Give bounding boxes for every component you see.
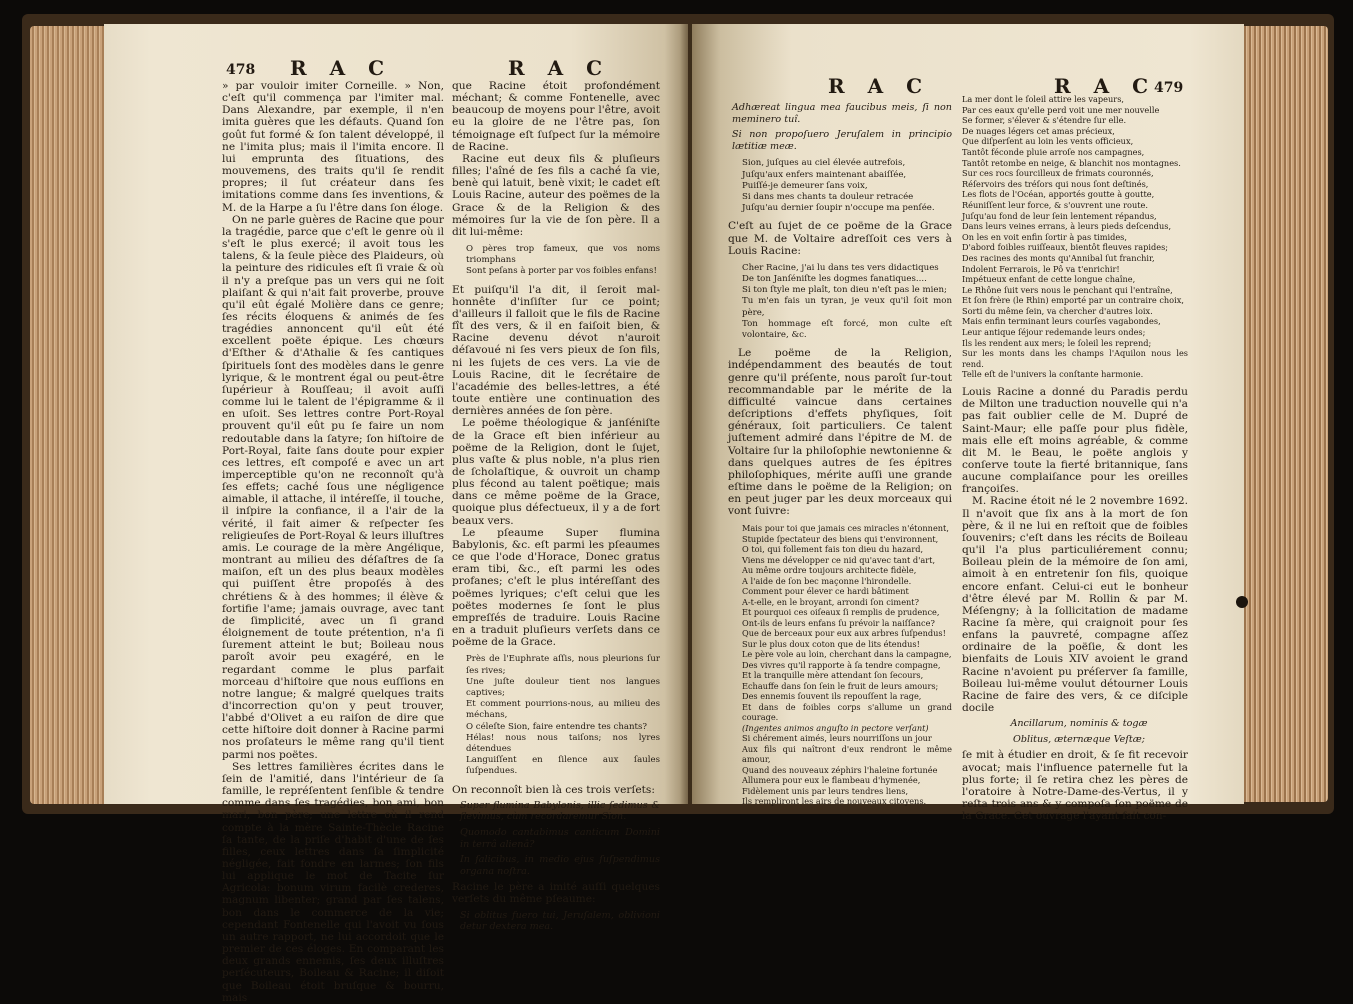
paragraph: Racine le père a imité auſſi quelques verſets du même pſeaume: (452, 881, 660, 906)
verse-line: Et ſon frère (le Rhin) emporté par un contraire choix, (962, 295, 1184, 306)
paragraph: On reconnoît bien là ces trois verſets: (452, 783, 655, 796)
verse-line: Tantôt féconde pluie arroſe nos campagnes, (962, 146, 1145, 157)
right-column-2 (962, 94, 1188, 822)
verse-line: A l'aide de ſon bec maçonne l'hirondelle. (742, 575, 912, 586)
verse-line: De nuages légers cet amas précieux, (962, 125, 1115, 136)
verse-line: Le père vole au loin, cherchant dans la campagne, (742, 649, 952, 660)
verse-line: Sur le plus doux coton que de lits étendus! (742, 638, 920, 649)
verse-line: Des vivres qu'il rapporte à ſa tendre compagne, (742, 659, 941, 670)
running-head-left-col2: R A C (508, 56, 610, 80)
verse-line: Languiſſent en ſilence aux ſaules ſuſpendues. (466, 755, 660, 777)
page-number-right: 479 (1154, 80, 1184, 96)
verse-line: Viens me développer ce nid qu'avec tant d'art, (742, 554, 936, 565)
verse-line: Puiſſé-je demeurer ſans voix, (742, 180, 868, 191)
verse-line: Le Rhône ſuit vers nous le penchant qui l'entraîne, (962, 284, 1173, 295)
paragraph: Le pſeaume Super flumina Babylonis, &c. eſt parmi les pſeaumes ce que l'ode d'Horace, Donec gratus eram tibi, &c., eſt parmi les odes profanes; c'eſt le plus intéreſſant des poëmes lyriques; c'eſt celui que les poëtes modernes ſe ſont le plus empreſſés de traduire. Louis Racine en a traduit pluſieurs verſets dans ce poëme de la Grace. (452, 526, 660, 649)
right-page (692, 24, 1244, 823)
verse-line: Sion, juſques au ciel élevée autrefois, (742, 158, 906, 169)
verse-line: De ton Janſéniſte les dogmes fanatiques.... (742, 274, 927, 285)
verse-line: Réſervoirs des tréſors qui nous ſont deſtinés, (962, 178, 1149, 189)
verse-line: Allumera pour eux le flambeau d'hymenée, (742, 775, 921, 786)
verse-line: Aux fils qui naîtront d'eux rendront le même amour, (742, 743, 952, 765)
paragraph: Le poëme de la Religion, indépendamment des beautés de tout genre qu'il préſente, nous paroît ſur-tout recommandable par le mérite de la difficulté vaincue dans certaines deſcriptions d'effets phyſiques, ſoit généraux, ſoit particuliers. Ce talent juſtement admiré dans l'épitre de M. de Voltaire ſur la philoſophie newtonienne & dans quelques autres de ſes épitres philoſophiques, mérite auſſi une grande eſtime dans le poëme de la Religion; on en peut juger par les deux morceaux qui vont ſuivre: (728, 347, 952, 518)
verse-line: Juſqu'aux enfers maintenant abaiſſée, (742, 169, 907, 180)
verse-line: Au même ordre toujours architecte fidèle, (742, 565, 917, 576)
verse-line: Les flots de l'Océan, apportés goutte à goutte, (962, 189, 1155, 200)
verse-line: Tantôt retombe en neige, & blanchit nos montagnes. (962, 157, 1181, 168)
paragraph: que Racine étoit profondément méchant; & comme Fontenelle, avec beaucoup de moyens pour l'être, avoit eu la gloire de ne l'être pas, ſon témoignage eſt ſuſpect ſur la mémoire de Racine. (452, 80, 660, 153)
running-head-right-col2: R A C (1054, 74, 1156, 98)
verse-line: (Ingentes animos anguſto in pectore verſant) (742, 722, 929, 733)
verse-line: Des racines des monts qu'Annibal ſut franchir, (962, 252, 1155, 263)
verse-line: Juſqu'au fond de leur ſein lentement répandus, (962, 210, 1157, 221)
latin-quote: Adhæreat lingua mea faucibus meis, ſi non meminero tuî. (732, 102, 952, 125)
verse-line: Et comment pourrions-nous, au milieu des méchans, (466, 699, 660, 721)
page-number-left: 478 (226, 62, 256, 78)
paragraph: C'eſt au ſujet de ce poëme de la Grace que M. de Voltaire adreſſoit ces vers à Louis Racine: (728, 220, 952, 257)
left-column-1 (222, 80, 444, 1004)
verse-block (466, 654, 660, 777)
verse-block (466, 244, 660, 278)
verse-line: Mais pour toi que jamais ces miracles n'étonnent, (742, 523, 949, 534)
running-head-left-col1: R A C (290, 56, 392, 80)
verse-line: Et dans de foibles corps s'allume un grand courage. (742, 701, 952, 723)
verse-line: Juſqu'au dernier ſoupir n'occupe ma penſée. (742, 203, 935, 214)
verse-line: Et pourquoi ces oiſeaux ſi remplis de prudence, (742, 607, 940, 618)
verse-line: Se former, s'élever & s'étendre ſur elle. (962, 115, 1127, 126)
paragraph: Louis Racine a donné du Paradis perdu de Milton une traduction nouvelle qui n'a pas fait oublier celle de M. Dupré de Saint-Maur; elle paſſe pour plus fidèle, mais elle eſt moins agréable, & comme dit M. le Beau, le poëte anglois y conſerve toute la fierté britannique, ſans aucune complaiſance pour les oreilles françoiſes. (962, 386, 1188, 496)
page-edges-left (30, 26, 110, 804)
verse-line: Sur les monts dans les champs l'Aquilon nous les rend. (962, 348, 1188, 369)
verse-line: Fidèlement unis par leurs tendres liens, (742, 785, 909, 796)
latin-quote: Quomodo cantabimus canticum Domini in terrâ alienâ? (460, 826, 660, 850)
verse-line: Hélas! nous nous taiſons; nos lyres détendues (466, 732, 660, 754)
verse-line: Dans leurs veines errans, à leurs pieds deſcendus, (962, 221, 1172, 232)
verse-line: Si chérement aimés, leurs nourriſſons un jour (742, 733, 932, 744)
verse-line: Ils rempliront les airs de nouveaux citoyens. (742, 796, 927, 807)
paragraph: Racine eut deux fils & pluſieurs filles; l'aîné de ſes fils a caché ſa vie, benè qui latuit, benè vixit; le cadet eſt Louis Racine, auteur des poëmes de la Grace & de la Religion & des mémoires ſur la vie de ſon père. Il a dit lui-même: (452, 152, 660, 238)
verse-line: O toi, qui follement fais ton dieu du hazard, (742, 544, 924, 555)
page-edges-right (1242, 26, 1328, 802)
left-page (104, 24, 688, 1004)
verse-line: Si ton ſtyle me plaît, ton dieu n'eſt pas le mien; (742, 285, 947, 296)
verse-line: Echauffe dans ſon ſein le fruit de leurs amours; (742, 680, 939, 691)
paragraph: M. Racine étoit né le 2 novembre 1692. Il n'avoit que ſix ans à la mort de ſon père, & il ne lui en reſtoit que de foibles ſouvenirs; c'eſt dans les récits de Boileau qu'il l'a plus particuliérement connu; Boileau plein de la mémoire de ſon ami, aimoit à en entretenir ſon fils, quoique encore enfant. Celui-ci eut le bonheur d'être élevé par M. Rollin & par M. Méſengny; à la ſollicitation de madame Racine ſa mère, qui craignoit pour ſes enfans la pauvreté, compagne aſſez ordinaire de la poëſie, & dont les bienfaits de Louis XIV avoient le grand Racine n'avoient pu préſerver ſa famille, Boileau lui-même voulut détourner Louis Racine de faire des vers, & ce diſciple docile (962, 495, 1188, 715)
verse-line: Ont-ils de leurs enfans ſu prévoir la naiſſance? (742, 617, 935, 628)
latin-quote: Si oblitus fuero tui, Jeruſalem, oblivioni detur dextera mea. (460, 909, 660, 933)
latin-quote: Super flumina Babylonis, illic ſedimus & flevimus, cùm recordaremur Sion. (460, 799, 660, 823)
verse-line: Que de berceaux pour eux aux arbres ſuſpendus! (742, 628, 946, 639)
right-column-1 (728, 98, 952, 813)
verse-line: Cher Racine, j'ai lu dans tes vers didactiques (742, 262, 939, 273)
verse-line: Indolent Ferrarois, le Pô va t'enrichir! (962, 263, 1120, 274)
verse-line: La mer dont le ſoleil attire les vapeurs, (962, 94, 1125, 104)
verse-block (742, 523, 952, 807)
verse-line: D'abord foibles ruiſſeaux, bientôt fleuves rapides; (962, 242, 1169, 253)
verse-line: Que diſperſent au loin les vents officieux, (962, 136, 1134, 147)
paragraph: Ses lettres familières écrites dans le ſein de l'amitié, dans l'intérieur de ſa famille, le repréſentent ſenſible & tendre comme dans ſes tragédies, bon ami, bon mari, bon père; une lettre où il rend compte à la mère Sainte-Thècle Racine ſa tante, de la priſe d'habit d'une de ſes filles, ceux lettres dans ſa ſimplicité négligée, fait fondre en larmes; ſon fils lui applique le mot de Tacite ſur Agricola: bonum virum facilè crederes, magnum libenter; grand par ſes talens, bon dans le commerce de la vie; cependant Fontenelle qui l'avoit vu ſous un autre rapport, ne lui accordoit que le premier de ces éloges. En comparant les deux grands ennemis, ſes deux illuſtres perſécuteurs, Boileau & Racine; il diſoit que Boileau étoit bruſque & bourru, mais (222, 760, 444, 1004)
paragraph: On ne parle guères de Racine que pour la tragédie, parce que c'eſt le genre où il s'eſt le plus exercé; il avoit tous les talens, & la ſeule pièce des Plaideurs, où la peinture des ridicules eſt ſi vraie & où il n'y a preſque pas un vers qui ne ſoit plaiſant & qui n'ait fait proverbe, prouve qu'il eût égalé Molière dans ce genre; ſes récits éloquens & animés de ſes tragédies annoncent qu'il eût été excellent poëte épique. Les chœurs d'Eſther & d'Athalie & ſes cantiques ſpirituels ſont des modèles dans le genre lyrique, & le montrent égal ou peut-être ſupérieur à Rouſſeau; il avoit auſſi comme lui le talent de l'épigramme & il en uſoit. Ses lettres contre Port-Royal prouvent qu'il eût pu ſe faire un nom redoutable dans la ſatyre; ſon hiſtoire de Port-Royal, faite ſans doute pour expier ces lettres, eſt compoſé e avec un art imperceptible qu'on ne reconnoît qu'à ſes effets; caché ſous une négligence aimable, il attache, il intéreſſe, il touche, il inſpire la confiance, il a l'air de la vérité, il fait aimer & reſpecter ſes religieuſes de Port-Royal & leurs illuſtres amis. Le courage de la mère Angélique, montrant au milieu des déſaſtres de ſa maiſon, eſt un des plus beaux modèles qui puiſſent être propoſés à des chrétiens & à des hommes; il élève & fortifie l'ame; jamais ouvrage, avec tant de ſimplicité, avec un ſi grand éloignement de toute prétention, n'a ſi ſurement atteint le but; Boileau nous paroît avoir peu exagéré, en le regardant comme le plus parfait morceau d'hiſtoire que nous euſſions en notre langue; & malgré quelques traits d'incorrection qu'on y peut trouver, l'abbé d'Olivet a eu raiſon de dire que cette hiſtoire doit donner à Racine parmi nos proſateurs le même rang qu'il tient parmi nos poëtes. (222, 213, 444, 761)
verse-line: Impétueux enfant de cette longue chaîne, (962, 274, 1136, 285)
paragraph: ſe mit à étudier en droit, & ſe fit recevoir avocat; mais l'influence paternelle fut la plus forte; il ſe retira chez les pères de l'oratoire à Notre-Dame-des-Vertus, il y reſta trois ans & y compoſa ſon poëme de la Grace. Cet ouvrage l'ayant fait con- (962, 749, 1188, 823)
verse-line: O pères trop fameux, que vos noms triomphans (466, 244, 660, 266)
latin-quote: In ſalicibus, in medio ejus ſuſpendimus organa noſtra. (460, 854, 660, 877)
verse-line: Près de l'Euphrate aſſis, nous pleurions ſur ſes rives; (466, 654, 660, 676)
paragraph: » par vouloir imiter Corneille. » Non, c'eſt qu'il commença par l'imiter mal. Dans Alexandre, par exemple, il n'en imita guères que les défauts. Quand ſon goût fut formé & ſon talent développé, il ne l'imita plus; mais il l'imita encore. Il lui emprunta des ſituations, des mouvemens, des traits qu'il ſe rendit propres; il ſut créateur dans ſes imitations comme dans ſes inventions, & M. de la Harpe a ſu l'être dans ſon éloge. (222, 80, 444, 214)
latin-quote: Ancillarum, nominis & togæ (1010, 718, 1148, 730)
latin-quote: Oblitus, æternæque Veſtæ; (1013, 733, 1145, 745)
verse-line: A-t-elle, en le broyant, arrondi ſon ciment? (742, 596, 919, 607)
verse-line: Mais enfin terminant leurs courſes vagabondes, (962, 316, 1161, 327)
verse-line: O céleſte Sion, faire entendre tes chants? (466, 721, 648, 732)
paragraph: Et puiſqu'il l'a dit, il ſeroit mal-honnête d'inſiſter ſur ce point; d'ailleurs il falloit que le fils de Racine fît des vers, & il en faiſoit bien, & Racine devenu dévot n'auroit déſavoué ni ſes vers pieux de ſon fils, ni les ſujets de ces vers. La vie de Louis Racine, dit le ſecrétaire de l'académie des belles-lettres, a été toute entière une continuation des dernières années de ſon père. (452, 283, 660, 418)
verse-line: Sorti du même ſein, va chercher d'autres loix. (962, 305, 1153, 316)
verse-line: Sont peſans à porter par vos foibles enfans! (466, 266, 657, 277)
verse-line: Des ennemis ſouvent ils repouſſent la rage, (742, 691, 922, 702)
running-head-right-col1: R A C (828, 74, 930, 98)
verse-block (742, 158, 952, 214)
page-hole (1236, 596, 1248, 608)
verse-line: Tu m'en fais un tyran, je veux qu'il ſoit mon père, (742, 296, 952, 318)
verse-line: Réuniſſent leur force, & s'ouvrent une route. (962, 199, 1148, 210)
verse-line: On les en voit enfin ſortir à pas timides, (962, 231, 1127, 242)
verse-line: Quand des nouveaux zéphirs l'haleine fortunée (742, 764, 938, 775)
latin-quote: Si non propoſuero Jeruſalem in principio lætitiæ meæ. (732, 129, 952, 152)
verse-line: Une juſte douleur tient nos langues captives; (466, 676, 660, 698)
verse-block (742, 263, 952, 341)
verse-line: Leur antique ſéjour redemande leurs ondes; (962, 327, 1146, 338)
verse-line: Par ces eaux qu'elle perd voit une mer nouvelle (962, 104, 1160, 115)
verse-line: Stupide ſpectateur des biens qui t'environnent, (742, 533, 939, 544)
verse-line: Et la tranquille mère attendant ſon ſecours, (742, 670, 924, 681)
verse-line: Si dans mes chants ta douleur retracée (742, 191, 914, 202)
verse-block (962, 94, 1188, 380)
verse-line: Comment pour élever ce hardi bâtiment (742, 586, 909, 597)
left-column-2 (452, 80, 660, 937)
verse-line: Ton hommage eſt forcé, mon culte eſt volontaire, &c. (742, 318, 952, 341)
verse-line: Ils les rendent aux mers; le ſoleil les reprend; (962, 337, 1152, 348)
paragraph: Le poëme théologique & janſéniſte de la Grace eſt bien inférieur au poëme de la Religion, dont le ſujet, plus vaſte & plus noble, n'a plus rien de ſcholaſtique, & ouvroit un champ plus fécond au talent poëtique; mais dans ce même poëme de la Grace, quoique plus défectueux, il y a de fort beaux vers. (452, 417, 660, 527)
verse-line: Telle eſt de l'univers la conſtante harmonie. (962, 369, 1144, 380)
verse-line: Sur ces rocs ſourcilleux de frimats couronnés, (962, 168, 1154, 179)
